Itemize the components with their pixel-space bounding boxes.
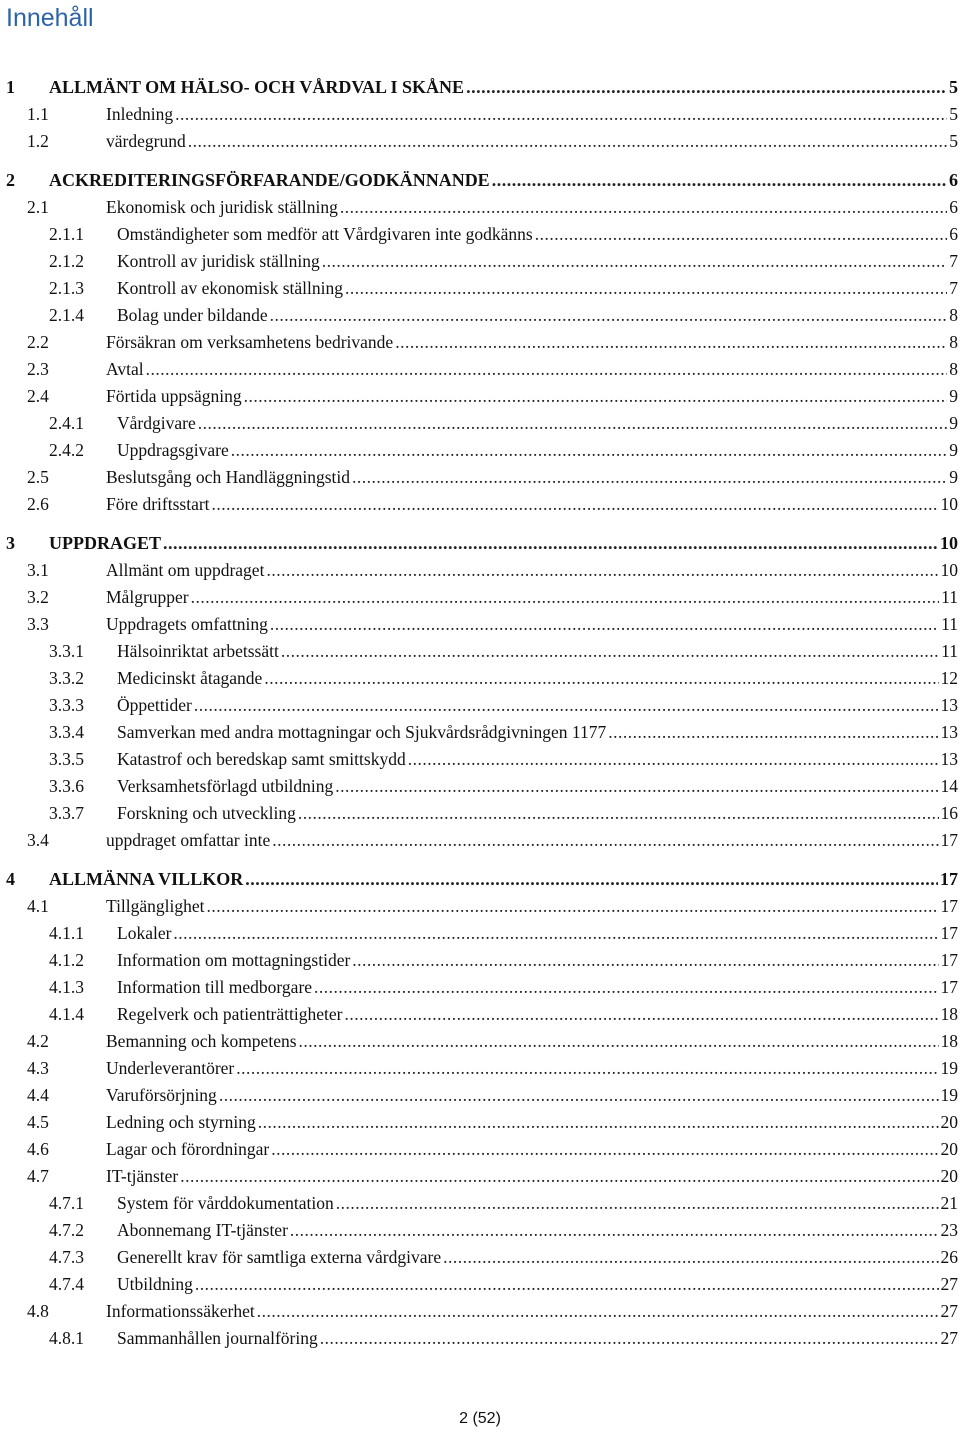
toc-entry-title: Kontroll av ekonomisk ställning [117, 278, 344, 298]
dot-leader [163, 530, 938, 557]
toc-entry[interactable] [0, 1136, 958, 1163]
toc-entry-title: Kontroll av juridisk ställning [117, 251, 320, 271]
toc-entry-number: 2 [6, 170, 15, 190]
dot-leader [281, 638, 939, 665]
toc-entry-title: Ledning och styrning [106, 1112, 256, 1132]
toc-entry-number: 4.1.3 [49, 977, 84, 997]
toc-entry[interactable] [0, 800, 958, 827]
toc-entry-title: Generellt krav för samtliga externa vårdgivare [117, 1247, 442, 1267]
toc-entry-number: 3.3 [27, 614, 49, 634]
toc-entry-page: 7 [949, 251, 958, 271]
toc-entry-number: 4 [6, 869, 15, 889]
toc-entry-title: Bolag under bildande [117, 305, 268, 325]
toc-entry[interactable] [0, 437, 958, 464]
toc-entry-number: 3.3.5 [49, 749, 84, 769]
toc-entry-page: 5 [949, 77, 958, 97]
dot-leader [212, 491, 939, 518]
toc-entry-page: 11 [941, 587, 958, 607]
toc-entry-number: 4.4 [27, 1085, 49, 1105]
toc-entry-number: 2.5 [27, 467, 49, 487]
page-heading: Innehåll [6, 4, 94, 32]
toc-entry-title: Forskning och utveckling [117, 803, 296, 823]
toc-entry[interactable] [0, 248, 958, 275]
toc-entry-title: Bemanning och kompetens [106, 1031, 297, 1051]
dot-leader [194, 692, 939, 719]
dot-leader [408, 746, 939, 773]
toc-entry-page: 17 [940, 869, 958, 889]
toc-entry-number: 4.1.1 [49, 923, 84, 943]
dot-leader [266, 557, 938, 584]
toc-entry-number: 4.6 [27, 1139, 49, 1159]
dot-leader [180, 1163, 938, 1190]
dot-leader [352, 464, 947, 491]
toc-entry[interactable] [0, 410, 958, 437]
toc-entry-page: 23 [940, 1220, 958, 1240]
toc-entry-title: Uppdragsgivare [117, 440, 229, 460]
toc-entry-number: 4.3 [27, 1058, 49, 1078]
toc-entry-number: 2.4 [27, 386, 49, 406]
toc-entry-number: 4.1 [27, 896, 49, 916]
toc-entry[interactable] [0, 773, 958, 800]
toc-entry-number: 4.2 [27, 1031, 49, 1051]
toc-entry-title: Inledning [106, 104, 174, 124]
toc-entry-page: 13 [940, 722, 958, 742]
dot-leader [245, 866, 938, 893]
toc-entry[interactable] [0, 1217, 958, 1244]
toc-entry-page: 6 [949, 170, 958, 190]
toc-entry[interactable] [0, 827, 958, 854]
toc-entry-page: 10 [940, 533, 958, 553]
toc-entry[interactable] [0, 665, 958, 692]
dot-leader [195, 1271, 939, 1298]
toc-entry-page: 18 [940, 1031, 958, 1051]
toc-entry-title: ACKREDITERINGSFÖRFARANDE/GODKÄNNANDE [49, 170, 490, 190]
page-number: 2 (52) [459, 1410, 501, 1427]
dot-leader [335, 773, 938, 800]
toc-entry[interactable] [0, 1271, 958, 1298]
toc-entry-page: 12 [940, 668, 958, 688]
dot-leader [535, 221, 948, 248]
dot-leader [336, 1190, 939, 1217]
dot-leader [188, 128, 948, 155]
toc-entry-title: Abonnemang IT-tjänster [117, 1220, 288, 1240]
toc-entry-title: Utbildning [117, 1274, 193, 1294]
dot-leader [608, 719, 938, 746]
toc-entry-page: 17 [940, 923, 958, 943]
dot-leader [344, 1001, 938, 1028]
toc-entry[interactable] [0, 611, 958, 638]
toc-entry-title: Förtida uppsägning [106, 386, 242, 406]
toc-entry-number: 4.8 [27, 1301, 49, 1321]
toc-entry-number: 2.4.2 [49, 440, 84, 460]
toc-entry-title: Tillgänglighet [106, 896, 205, 916]
toc-entry[interactable] [0, 1082, 958, 1109]
toc-entry-title: Ekonomisk och juridisk ställning [106, 197, 338, 217]
toc-entry-title: ALLMÄNNA VILLKOR [49, 869, 244, 889]
toc-entry-number: 4.5 [27, 1112, 49, 1132]
toc-entry-page: 8 [949, 359, 958, 379]
toc-entry[interactable] [0, 920, 958, 947]
dot-leader [175, 101, 947, 128]
dot-leader [395, 329, 947, 356]
toc-entry[interactable] [0, 491, 958, 518]
toc-entry-title: Lokaler [117, 923, 172, 943]
toc-entry[interactable] [0, 356, 958, 383]
toc-entry-page: 17 [940, 977, 958, 997]
toc-entry-page: 13 [940, 695, 958, 715]
toc-entry[interactable] [0, 1055, 958, 1082]
toc-entry[interactable] [0, 194, 958, 221]
dot-leader [173, 920, 938, 947]
toc-entry-number: 2.1 [27, 197, 49, 217]
toc-entry[interactable] [0, 530, 958, 557]
toc-entry[interactable] [0, 101, 958, 128]
toc-entry-number: 2.6 [27, 494, 49, 514]
dot-leader [146, 356, 948, 383]
toc-entry-title: Målgrupper [106, 587, 189, 607]
toc-entry-number: 2.1.1 [49, 224, 84, 244]
toc-entry-page: 20 [940, 1139, 958, 1159]
dot-leader [244, 383, 948, 410]
toc-entry-page: 27 [940, 1274, 958, 1294]
dot-leader [314, 974, 938, 1001]
toc-entry-number: 2.1.3 [49, 278, 84, 298]
toc-entry-title: Före driftsstart [106, 494, 210, 514]
dot-leader [231, 437, 947, 464]
toc-entry[interactable] [0, 719, 958, 746]
toc-entry-number: 4.7.2 [49, 1220, 84, 1240]
toc-entry-title: Information till medborgare [117, 977, 313, 997]
toc-entry-number: 3.1 [27, 560, 49, 580]
dot-leader [322, 248, 948, 275]
toc-entry-page: 14 [940, 776, 958, 796]
toc-entry-number: 3.3.4 [49, 722, 84, 742]
toc-entry-title: Uppdragets omfattning [106, 614, 268, 634]
toc-entry-title: Hälsoinriktat arbetssätt [117, 641, 279, 661]
toc-entry-title: System för vårddokumentation [117, 1193, 334, 1213]
toc-entry-page: 19 [940, 1085, 958, 1105]
toc-entry-number: 4.1.2 [49, 950, 84, 970]
toc-entry-page: 5 [949, 104, 958, 124]
toc-entry-page: 9 [949, 413, 958, 433]
toc-entry-number: 1.2 [27, 131, 49, 151]
dot-leader [466, 74, 947, 101]
dot-leader [270, 302, 948, 329]
dot-leader [271, 1136, 938, 1163]
dot-leader [352, 947, 938, 974]
toc-entry[interactable] [0, 1298, 958, 1325]
toc-entry-page: 11 [941, 641, 958, 661]
toc-entry-title: värdegrund [106, 131, 186, 151]
toc-entry-title: Information om mottagningstider [117, 950, 351, 970]
toc-entry[interactable] [0, 74, 958, 101]
toc-entry-title: Underleverantörer [106, 1058, 235, 1078]
toc-entry[interactable] [0, 167, 958, 194]
toc-entry-number: 2.4.1 [49, 413, 84, 433]
toc-entry[interactable] [0, 464, 958, 491]
toc-entry-page: 10 [940, 494, 958, 514]
toc-entry-title: UPPDRAGET [49, 533, 161, 553]
toc-entry-title: Försäkran om verksamhetens bedrivande [106, 332, 394, 352]
toc-entry-page: 20 [940, 1112, 958, 1132]
dot-leader [272, 827, 938, 854]
toc-entry-page: 17 [940, 830, 958, 850]
toc-entry-page: 10 [940, 560, 958, 580]
toc-entry[interactable] [0, 584, 958, 611]
toc-entry-number: 2.1.2 [49, 251, 84, 271]
toc-entry-title: Allmänt om uppdraget [106, 560, 265, 580]
toc-entry[interactable] [0, 275, 958, 302]
toc-entry-number: 2.1.4 [49, 305, 84, 325]
toc-entry-page: 21 [940, 1193, 958, 1213]
toc-entry-title: IT-tjänster [106, 1166, 179, 1186]
toc-entry[interactable] [0, 893, 958, 920]
toc-entry-page: 17 [940, 950, 958, 970]
toc-entry[interactable] [0, 1325, 958, 1352]
toc-entry[interactable] [0, 1001, 958, 1028]
toc-entry-title: Omständigheter som medför att Vårdgivaren inte godkänns [117, 224, 533, 244]
toc-entry-page: 18 [940, 1004, 958, 1024]
toc-entry[interactable] [0, 974, 958, 1001]
toc-entry[interactable] [0, 692, 958, 719]
toc-entry-number: 4.7.3 [49, 1247, 84, 1267]
toc-entry[interactable] [0, 1109, 958, 1136]
toc-entry-page: 11 [941, 614, 958, 634]
toc-entry-title: Beslutsgång och Handläggningstid [106, 467, 351, 487]
toc-entry-page: 9 [949, 467, 958, 487]
toc-entry-title: Informationssäkerhet [106, 1301, 255, 1321]
toc-entry-number: 4.7 [27, 1166, 49, 1186]
toc-entry[interactable] [0, 128, 958, 155]
dot-leader [264, 665, 938, 692]
toc-entry-page: 9 [949, 440, 958, 460]
toc-entry[interactable] [0, 557, 958, 584]
dot-leader [290, 1217, 939, 1244]
toc-entry-title: Varuförsörjning [106, 1085, 217, 1105]
toc-entry-page: 8 [949, 332, 958, 352]
dot-leader [191, 584, 940, 611]
toc-entry-number: 1 [6, 77, 15, 97]
toc-entry-title: Verksamhetsförlagd utbildning [117, 776, 334, 796]
toc-entry[interactable] [0, 329, 958, 356]
toc-entry-number: 4.7.4 [49, 1274, 84, 1294]
toc-entry-number: 3.3.2 [49, 668, 84, 688]
dot-leader [258, 1109, 939, 1136]
dot-leader [198, 410, 948, 437]
dot-leader [207, 893, 939, 920]
toc-entry-title: ALLMÄNT OM HÄLSO- OCH VÅRDVAL I SKÅNE [49, 77, 465, 97]
toc-entry-title: uppdraget omfattar inte [106, 830, 271, 850]
toc-entry-page: 5 [949, 131, 958, 151]
toc-entry-title: Regelverk och patienträttigheter [117, 1004, 343, 1024]
dot-leader [345, 275, 947, 302]
toc-entry-number: 1.1 [27, 104, 49, 124]
toc-entry-title: Sammanhållen journalföring [117, 1328, 318, 1348]
toc-entry[interactable] [0, 302, 958, 329]
toc-entry-number: 3.3.6 [49, 776, 84, 796]
toc-entry-page: 8 [949, 305, 958, 325]
toc-entry[interactable] [0, 746, 958, 773]
toc-entry-page: 16 [940, 803, 958, 823]
toc-entry-number: 3.3.1 [49, 641, 84, 661]
toc-entry-page: 20 [940, 1166, 958, 1186]
toc-entry[interactable] [0, 383, 958, 410]
toc-entry[interactable] [0, 947, 958, 974]
toc-entry[interactable] [0, 221, 958, 248]
toc-entry-number: 4.7.1 [49, 1193, 84, 1213]
toc-entry-title: Öppettider [117, 695, 192, 715]
dot-leader [270, 611, 939, 638]
dot-leader [443, 1244, 938, 1271]
toc-entry-page: 13 [940, 749, 958, 769]
dot-leader [219, 1082, 939, 1109]
toc-entry-number: 2.2 [27, 332, 49, 352]
toc-entry-title: Medicinskt åtagande [117, 668, 263, 688]
toc-entry-title: Vårdgivare [117, 413, 196, 433]
toc-entry[interactable] [0, 1190, 958, 1217]
toc-entry-page: 17 [940, 896, 958, 916]
toc-entry-title: Samverkan med andra mottagningar och Sjukvårdsrådgivningen 1177 [117, 722, 607, 742]
toc-entry[interactable] [0, 1028, 958, 1055]
dot-leader [320, 1325, 939, 1352]
toc-entry-page: 26 [940, 1247, 958, 1267]
toc-entry[interactable] [0, 638, 958, 665]
toc-entry-number: 3.3.7 [49, 803, 84, 823]
toc-entry-number: 4.1.4 [49, 1004, 84, 1024]
toc-entry-page: 6 [949, 224, 958, 244]
dot-leader [340, 194, 947, 221]
toc-entry-number: 4.8.1 [49, 1328, 84, 1348]
toc-entry-number: 3.2 [27, 587, 49, 607]
dot-leader [236, 1055, 938, 1082]
dot-leader [492, 167, 947, 194]
toc-entry-page: 27 [940, 1301, 958, 1321]
toc-entry-page: 19 [940, 1058, 958, 1078]
toc-entry-page: 7 [949, 278, 958, 298]
toc-entry-title: Lagar och förordningar [106, 1139, 270, 1159]
toc-entry-page: 9 [949, 386, 958, 406]
toc-entry-number: 3 [6, 533, 15, 553]
dot-leader [257, 1298, 939, 1325]
toc-entry-number: 3.4 [27, 830, 49, 850]
toc-entry[interactable] [0, 866, 958, 893]
dot-leader [299, 1028, 939, 1055]
toc-entry-title: Katastrof och beredskap samt smittskydd [117, 749, 406, 769]
toc-entry[interactable] [0, 1163, 958, 1190]
toc-entry-number: 3.3.3 [49, 695, 84, 715]
toc-entry[interactable] [0, 1244, 958, 1271]
toc-entry-number: 2.3 [27, 359, 49, 379]
toc-entry-page: 6 [949, 197, 958, 217]
toc-entry-title: Avtal [106, 359, 144, 379]
dot-leader [298, 800, 939, 827]
toc-entry-page: 27 [940, 1328, 958, 1348]
